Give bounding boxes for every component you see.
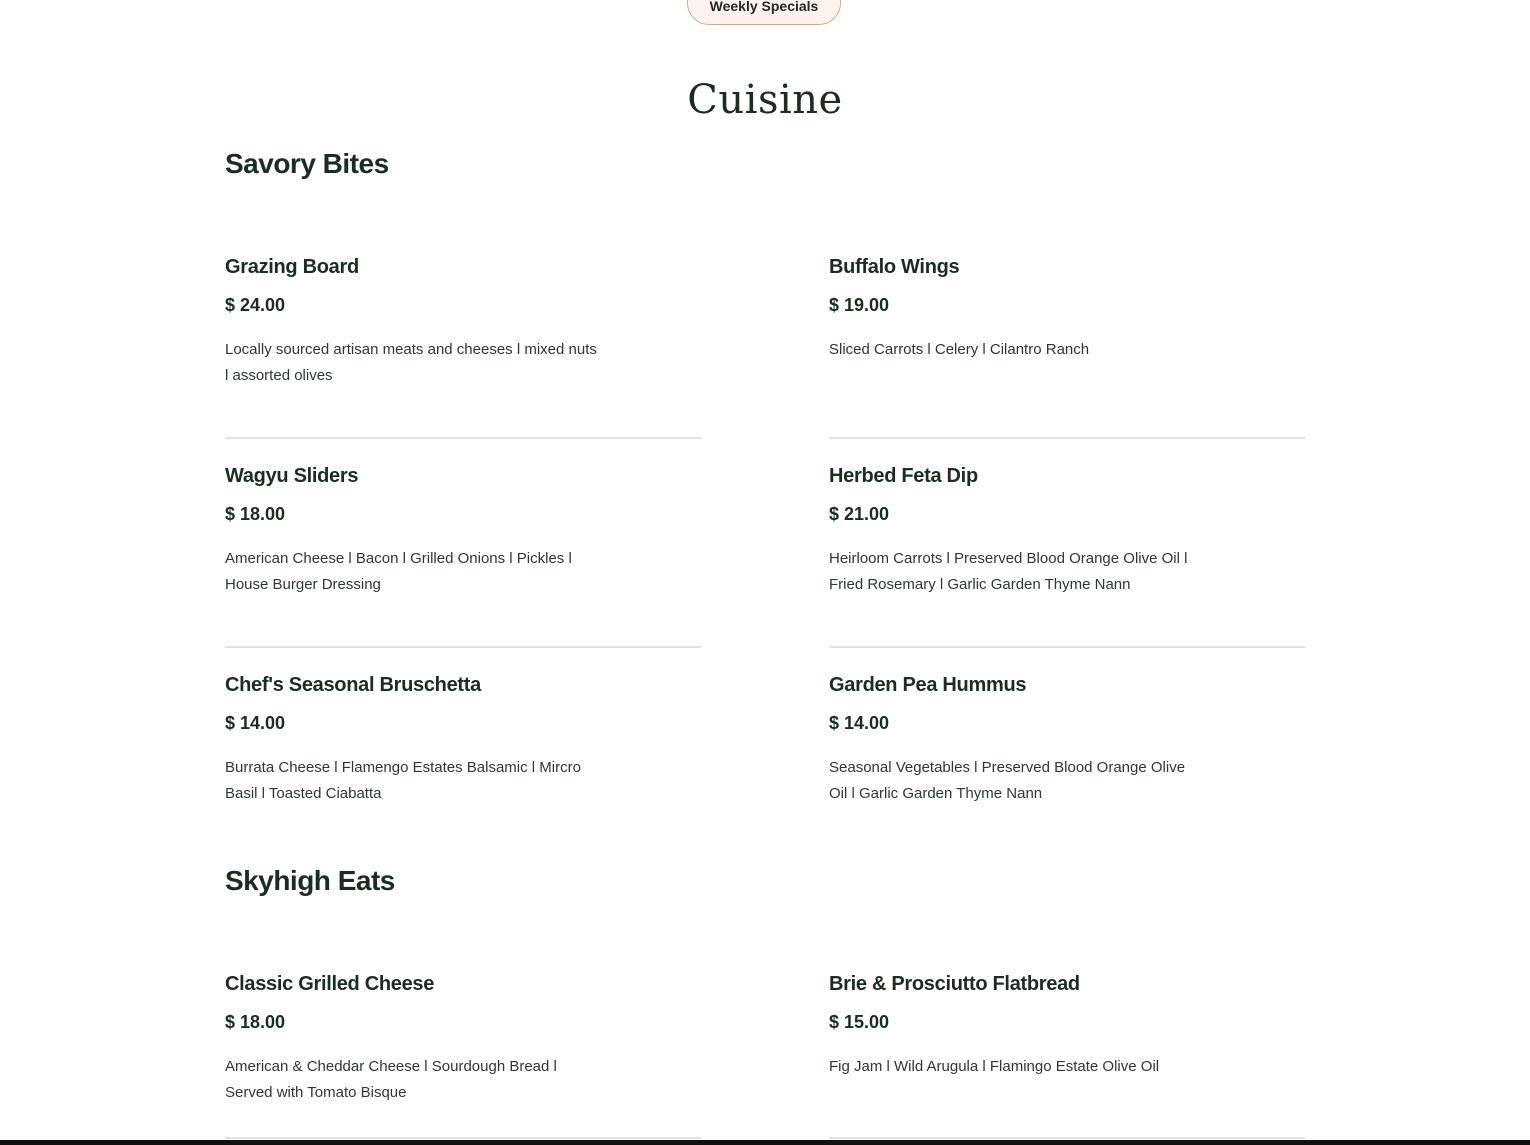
item-description: Heirloom Carrots l Preserved Blood Orange Olive Oil l Fried Rosemary l Garlic Garden Thyme Nann: [829, 550, 1188, 593]
weekly-specials-button[interactable]: Weekly Specials: [687, 0, 841, 25]
menu-item-chefs-seasonal-bruschetta: [225, 671, 701, 857]
item-price: $ 15.00: [829, 1012, 890, 1032]
item-price: $ 21.00: [829, 504, 890, 524]
bottom-bar: [0, 1140, 1530, 1145]
item-price: $ 18.00: [225, 504, 286, 524]
menu-item-herbed-feta-dip: [829, 462, 1305, 648]
item-name: Chef's Seasonal Bruschetta: [225, 674, 481, 696]
item-name: Wagyu Sliders: [225, 465, 359, 487]
item-description: Locally sourced artisan meats and cheeses l mixed nuts l assorted olives: [225, 341, 597, 384]
section-heading-savory-bites: Savory Bites: [225, 148, 389, 179]
item-name: Classic Grilled Cheese: [225, 973, 435, 995]
menu-item-grazing-board: [225, 253, 701, 439]
item-name: Brie & Prosciutto Flatbread: [829, 973, 1080, 995]
item-description: Burrata Cheese l Flamengo Estates Balsamic l Mircro Basil l Toasted Ciabatta: [225, 759, 581, 802]
item-name: Grazing Board: [225, 256, 359, 278]
menu-item-garden-pea-hummus: [829, 671, 1305, 857]
item-name: Herbed Feta Dip: [829, 465, 978, 487]
item-description: American Cheese l Bacon l Grilled Onions l Pickles l House Burger Dressing: [225, 550, 572, 593]
menu-item-brie-prosciutto-flatbread: [829, 970, 1305, 1139]
item-price: $ 14.00: [225, 713, 286, 733]
item-price: $ 24.00: [225, 295, 286, 315]
item-name: Garden Pea Hummus: [829, 674, 1027, 696]
item-price: $ 14.00: [829, 713, 890, 733]
item-name: Buffalo Wings: [829, 256, 960, 278]
page-title: Cuisine: [687, 77, 843, 123]
menu-item-buffalo-wings: [829, 253, 1305, 439]
menu-item-wagyu-sliders: [225, 462, 701, 648]
item-description: Fig Jam l Wild Arugula l Flamingo Estate Olive Oil: [829, 1058, 1160, 1075]
section-heading-skyhigh-eats: Skyhigh Eats: [225, 865, 395, 896]
item-description: Sliced Carrots l Celery l Cilantro Ranch: [829, 341, 1090, 358]
item-price: $ 19.00: [829, 295, 890, 315]
item-price: $ 18.00: [225, 1012, 286, 1032]
item-description: Seasonal Vegetables l Preserved Blood Orange Olive Oil l Garlic Garden Thyme Nann: [829, 759, 1186, 802]
item-description: American & Cheddar Cheese l Sourdough Bread l Served with Tomato Bisque: [225, 1058, 557, 1101]
menu-item-classic-grilled-cheese: [225, 970, 701, 1139]
